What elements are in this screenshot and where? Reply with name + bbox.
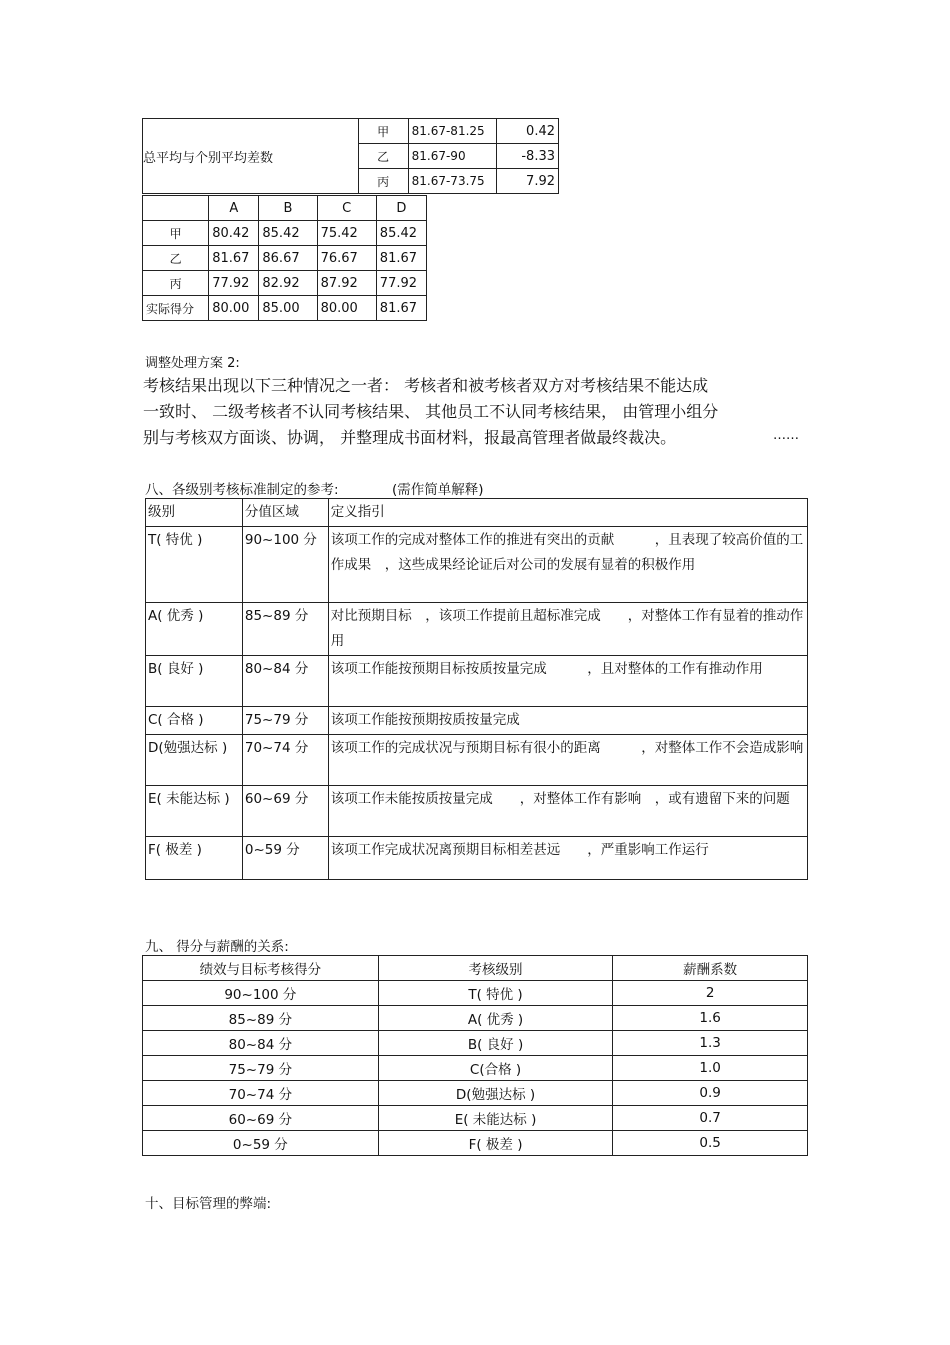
definition-cell: 该项工作能按预期目标按质按量完成 ，且对整体的工作有推动作用 (328, 656, 807, 707)
table-header-row (143, 196, 427, 221)
table-cell: C(合格 ) (378, 1056, 613, 1081)
row-label: 实际得分 (143, 296, 209, 321)
table-cell: 85.42 (376, 221, 426, 246)
table-cell: 1.3 (613, 1031, 808, 1056)
header-cell: D (376, 196, 426, 221)
table-row (146, 786, 808, 837)
row-value: 7.92 (496, 169, 558, 194)
table-cell: 80.00 (317, 296, 376, 321)
table-cell: F( 极差 ) (378, 1131, 613, 1156)
header-cell: 定义指引 (328, 499, 807, 527)
definition-cell: 该项工作的完成状况与预期目标有很小的距离 ，对整体工作不会造成影响 (328, 735, 807, 786)
table-cell: 87.92 (317, 271, 376, 296)
table-row (143, 1031, 808, 1056)
table-cell: 60~69 分 (143, 1106, 379, 1131)
table-cell: 90~100 分 (143, 981, 379, 1006)
header-cell: 级别 (146, 499, 243, 527)
table-cell: 75.42 (317, 221, 376, 246)
table-cell: 81.67 (209, 246, 259, 271)
table-cell: 1.0 (613, 1056, 808, 1081)
row-name: 丙 (358, 169, 408, 194)
table-row (146, 656, 808, 707)
table-cell: 81.67 (376, 246, 426, 271)
table-row (143, 296, 427, 321)
range-cell: 85~89 分 (242, 603, 328, 656)
header-cell: 薪酬系数 (613, 956, 808, 981)
table-row (146, 603, 808, 656)
level-cell: B( 良好 ) (146, 656, 243, 707)
table-cell: 80.42 (209, 221, 259, 246)
level-cell: E( 未能达标 ) (146, 786, 243, 837)
row-name: 甲 (358, 119, 408, 144)
range-cell: 90~100 分 (242, 527, 328, 603)
salary-relation-table (142, 955, 808, 1156)
table-row (143, 1081, 808, 1106)
plan2-line-3: 别与考核双方面谈、协调， 并整理成书面材料，报最高管理者做最终裁决。 (143, 428, 677, 447)
table-cell: 75~79 分 (143, 1056, 379, 1081)
plan2-title: 调整处理方案 2: (145, 356, 240, 371)
table-cell: 0~59 分 (143, 1131, 379, 1156)
definition-cell: 对比预期目标 ，该项工作提前且超标准完成 ，对整体工作有显着的推动作用 (328, 603, 807, 656)
standards-table (145, 498, 808, 880)
level-cell: F( 极差 ) (146, 837, 243, 880)
table-cell: T( 特优 ) (378, 981, 613, 1006)
table-cell: 0.5 (613, 1131, 808, 1156)
header-cell (143, 196, 209, 221)
row-expr: 81.67-81.25 (408, 119, 496, 144)
row-expr: 81.67-73.75 (408, 169, 496, 194)
plan2-line-1: 考核结果出现以下三种情况之一者： 考核者和被考核者双方对考核结果不能达成 (143, 376, 709, 395)
table-cell: 77.92 (209, 271, 259, 296)
range-cell: 75~79 分 (242, 707, 328, 735)
table-row (146, 527, 808, 603)
row-label: 丙 (143, 271, 209, 296)
score-table (142, 195, 427, 321)
definition-cell: 该项工作完成状况离预期目标相差甚远 ，严重影响工作运行 (328, 837, 807, 880)
table-row (143, 119, 559, 144)
table-cell: 0.7 (613, 1106, 808, 1131)
table-cell: 80.00 (209, 296, 259, 321)
definition-cell: 该项工作未能按质按量完成 ，对整体工作有影响 ，或有遗留下来的问题 (328, 786, 807, 837)
table-row (146, 837, 808, 880)
row-label: 甲 (143, 221, 209, 246)
table-row (146, 735, 808, 786)
table-cell: 85.42 (259, 221, 317, 246)
level-cell: C( 合格 ) (146, 707, 243, 735)
diff-label: 总平均与个别平均差数 (143, 119, 359, 194)
table-cell: 2 (613, 981, 808, 1006)
table-cell: 77.92 (376, 271, 426, 296)
average-difference-table (142, 118, 559, 194)
range-cell: 60~69 分 (242, 786, 328, 837)
section8-title: 八、各级别考核标准制定的参考: (145, 482, 339, 498)
table-cell: 85~89 分 (143, 1006, 379, 1031)
table-cell: 70~74 分 (143, 1081, 379, 1106)
section9-title: 九、 得分与薪酬的关系: (145, 939, 289, 955)
header-cell: 考核级别 (378, 956, 613, 981)
table-cell: 76.67 (317, 246, 376, 271)
table-cell: A( 优秀 ) (378, 1006, 613, 1031)
table-row (143, 271, 427, 296)
table-cell: D(勉强达标 ) (378, 1081, 613, 1106)
header-cell: A (209, 196, 259, 221)
table-row (143, 1006, 808, 1031)
section8-note: (需作简单解释) (392, 482, 484, 498)
section10-title: 十、目标管理的弊端: (145, 1196, 272, 1212)
row-value: 0.42 (496, 119, 558, 144)
table-row (143, 1056, 808, 1081)
table-header-row (146, 499, 808, 527)
table-cell: 80~84 分 (143, 1031, 379, 1056)
range-cell: 80~84 分 (242, 656, 328, 707)
header-cell: C (317, 196, 376, 221)
table-row (146, 707, 808, 735)
plan2-ellipsis: …… (773, 428, 799, 443)
table-cell: 1.6 (613, 1006, 808, 1031)
table-row (143, 221, 427, 246)
table-cell: 86.67 (259, 246, 317, 271)
table-cell: 82.92 (259, 271, 317, 296)
definition-cell: 该项工作能按预期按质按量完成 (328, 707, 807, 735)
level-cell: A( 优秀 ) (146, 603, 243, 656)
table-row (143, 1131, 808, 1156)
table-cell: 81.67 (376, 296, 426, 321)
header-cell: 绩效与目标考核得分 (143, 956, 379, 981)
definition-cell: 该项工作的完成对整体工作的推进有突出的贡献 ，且表现了较高价值的工作成果 ，这些成果经论证后对公司的发展有显着的积极作用 (328, 527, 807, 603)
row-value: -8.33 (496, 144, 558, 169)
row-name: 乙 (358, 144, 408, 169)
header-cell: 分值区域 (242, 499, 328, 527)
table-header-row (143, 956, 808, 981)
header-cell: B (259, 196, 317, 221)
level-cell: T( 特优 ) (146, 527, 243, 603)
range-cell: 70~74 分 (242, 735, 328, 786)
row-label: 乙 (143, 246, 209, 271)
table-cell: 0.9 (613, 1081, 808, 1106)
table-row (143, 246, 427, 271)
table-row (143, 981, 808, 1006)
table-cell: B( 良好 ) (378, 1031, 613, 1056)
table-row (143, 1106, 808, 1131)
row-expr: 81.67-90 (408, 144, 496, 169)
range-cell: 0~59 分 (242, 837, 328, 880)
table-cell: 85.00 (259, 296, 317, 321)
table-cell: E( 未能达标 ) (378, 1106, 613, 1131)
plan2-line-2: 一致时、 二级考核者不认同考核结果、 其他员工不认同考核结果， 由管理小组分 (143, 402, 719, 421)
level-cell: D(勉强达标 ) (146, 735, 243, 786)
